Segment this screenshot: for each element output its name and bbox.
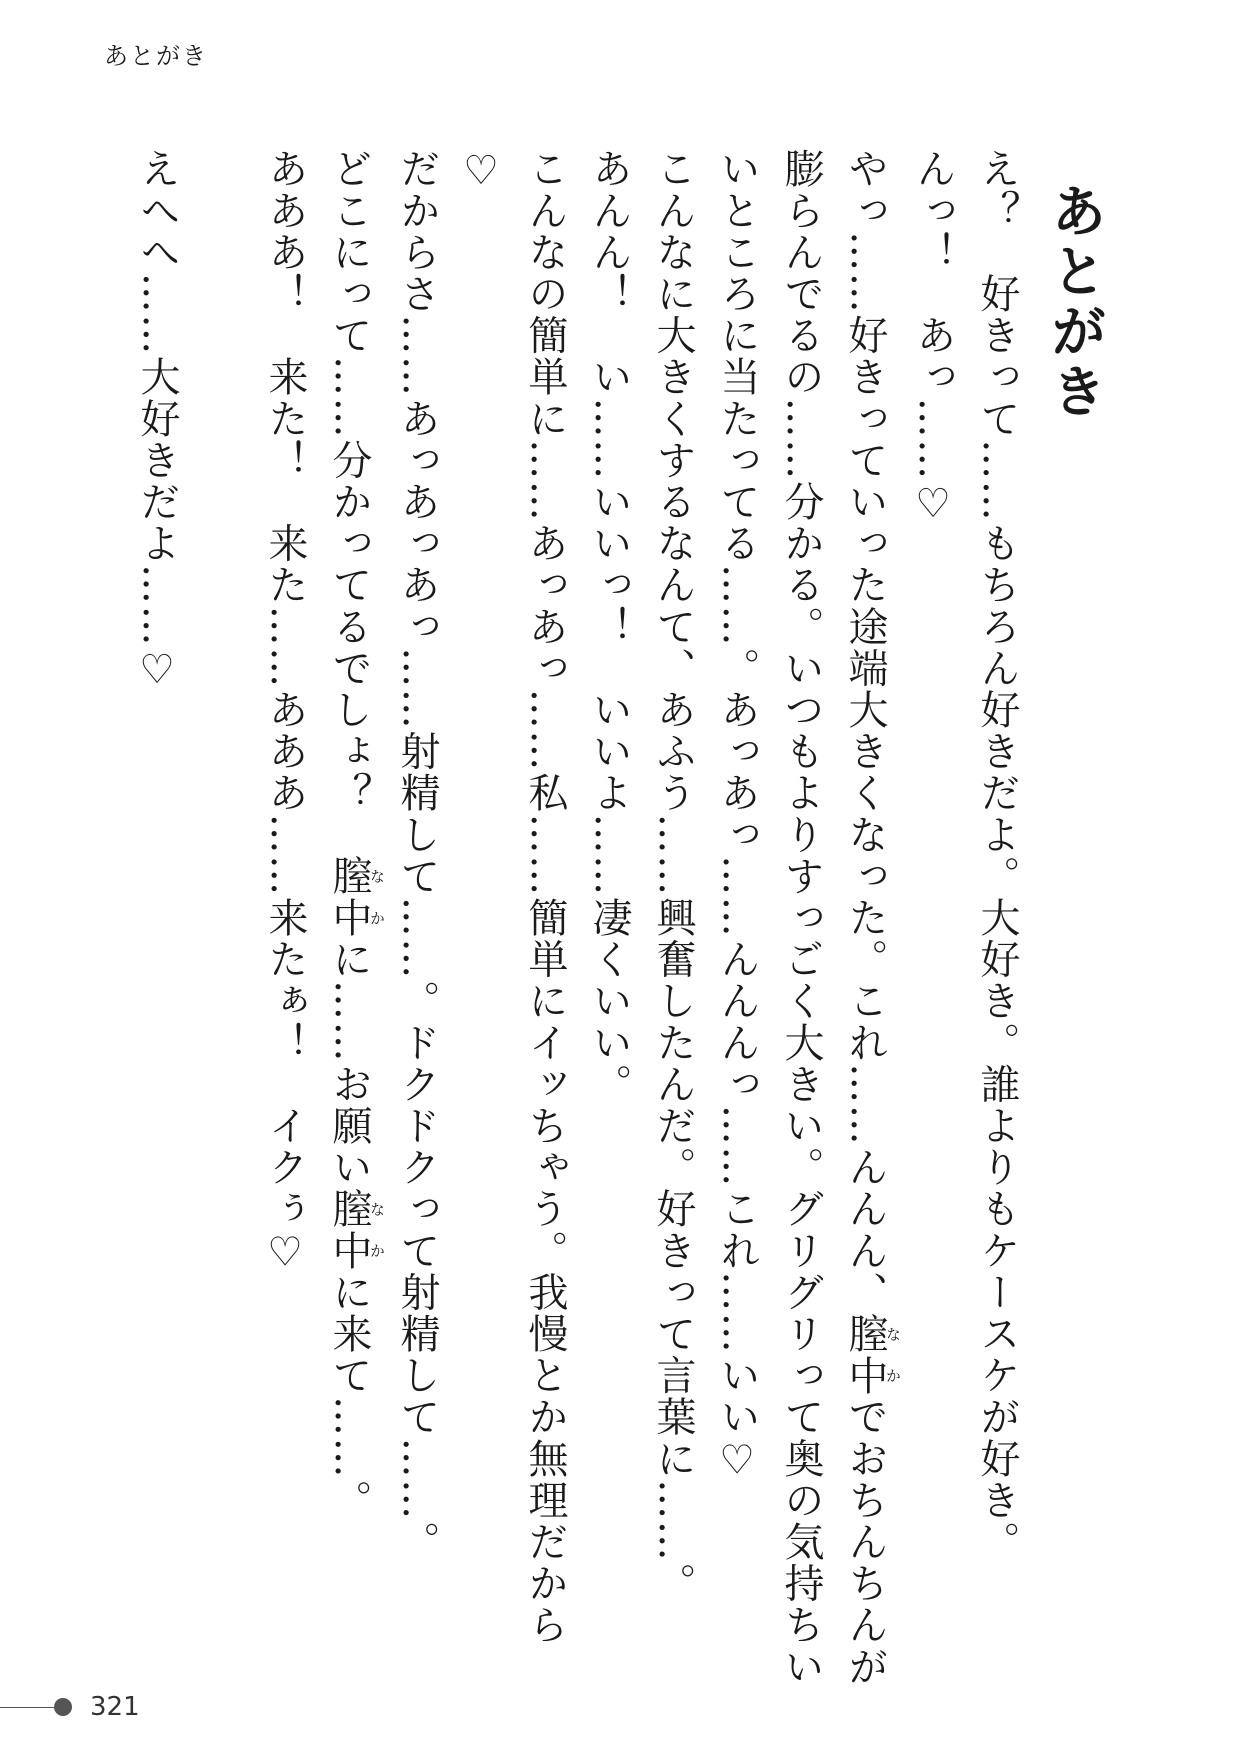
paragraph: やっ……好きっていった途端大きくなった。これ……んんん、膣中なかでおちんちんが膨らんでるの……分かる。いつもよりすっごく大きい。グリグリって奥の気持ちいいところに当たってる……。あっあっ……んんんっ……これ……いい♡ (714, 148, 902, 1688)
paragraph: あんん！ い……いいっ！ いいよ……凄くいい。 (586, 148, 632, 1105)
paragraph: こんなの簡単に……あっあっ……私……簡単にイッちゃう。我慢とか無理だから♡ (458, 148, 568, 1646)
paragraph: んっ！ あっ……♡ (910, 148, 956, 529)
page-folio (0, 1692, 140, 1722)
ruby-word: 膣中なか (326, 1188, 386, 1272)
paragraph: えへへ……大好きだよ……♡ (134, 148, 180, 695)
chapter-title: あとがき (1042, 182, 1108, 422)
ruby-reading: なか (368, 1188, 386, 1272)
body-text (134, 148, 1029, 1688)
ruby-reading: なか (368, 855, 386, 939)
paragraph: あああ！ 来た！ 来た……あああ……来たぁ！ イクぅ♡ (262, 148, 308, 1278)
ruby-word: 膣中なか (842, 1312, 902, 1397)
page-number: 321 (90, 1692, 140, 1722)
ruby-reading: なか (884, 1312, 902, 1397)
paragraph: だからさ……あっあっあっ……射精して……。ドクドクって射精して……。 (394, 148, 440, 1563)
paragraph: え？ 好きって……もちろん好きだよ。大好き。誰よりもケースケが好き。 (974, 148, 1020, 1563)
folio-rule (0, 1707, 54, 1708)
folio-dot-icon (54, 1698, 72, 1716)
ruby-word: 膣中なか (326, 855, 386, 939)
paragraph: どこにって……分かってるでしょ？ 膣中なかに……お願い膣中なかに来て……。 (326, 148, 386, 1521)
running-head: あとがき (104, 42, 208, 70)
paragraph: こんなに大きくするなんて、あふう……興奮したんだ。好きって言葉に……。 (650, 148, 696, 1604)
